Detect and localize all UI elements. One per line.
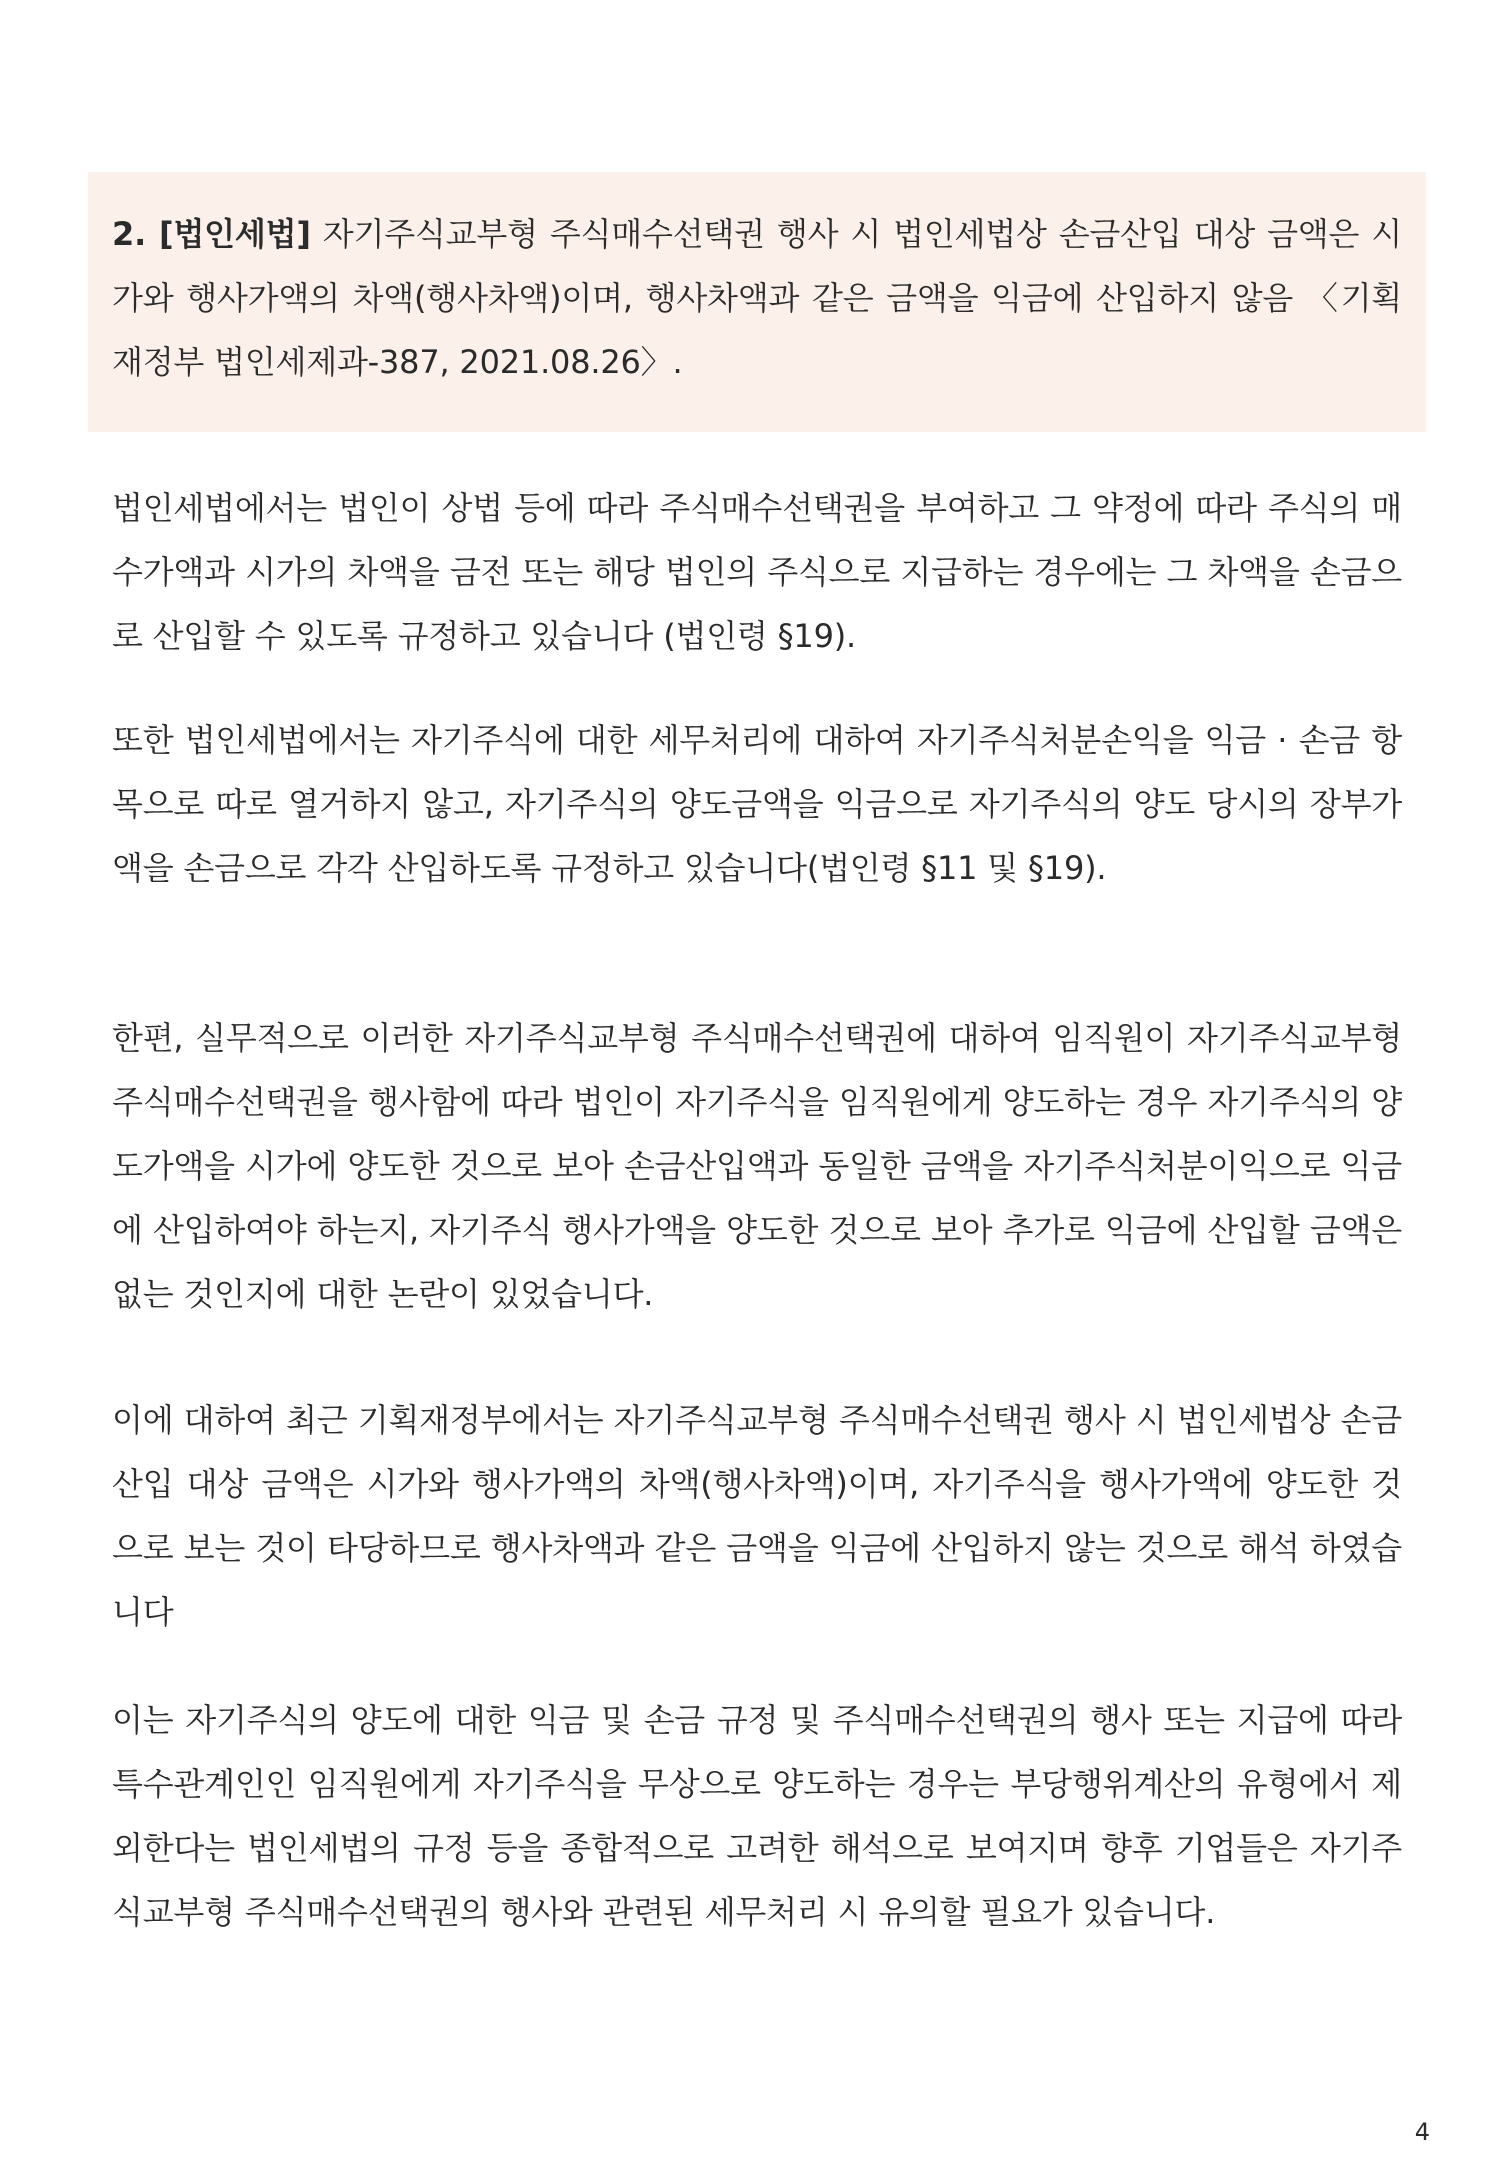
paragraph-2: 또한 법인세법에서는 자기주식에 대한 세무처리에 대하여 자기주식처분손익을 익금 · 손금 항목으로 따로 열거하지 않고, 자기주식의 양도금액을 익금으로 자기주식의 양도 당시의 장부가액을 손금으로 각각 산입하도록 규정하고 있습니다(법인령 §11 및 §19).	[112, 721, 1402, 887]
paragraph-4: 이에 대하여 최근 기획재정부에서는 자기주식교부형 주식매수선택권 행사 시 법인세법상 손금산입 대상 금액은 시가와 행사가액의 차액(행사차액)이며, 자기주식을 행사가액에 양도한 것으로 보는 것이 타당하므로 행사차액과 같은 금액을 익금에 산입하지 않는 것으로 해석 하였습니다	[112, 1401, 1402, 1631]
summary-body: 자기주식교부형 주식매수선택권 행사 시 법인세법상 손금산입 대상 금액은 시가와 행사가액의 차액(행사차액)이며, 행사차액과 같은 금액을 익금에 산입하지 않음 〈기획재정부 법인세제과-387, 2021.08.26〉.	[112, 215, 1402, 381]
summary-highlight-box	[88, 172, 1426, 432]
summary-label: 2. [법인세법]	[112, 215, 311, 253]
page-number: 4	[1414, 2118, 1430, 2146]
summary-text	[112, 202, 1402, 394]
paragraph-3: 한편, 실무적으로 이러한 자기주식교부형 주식매수선택권에 대하여 임직원이 자기주식교부형 주식매수선택권을 행사함에 따라 법인이 자기주식을 임직원에게 양도하는 경우 자기주식의 양도가액을 시가에 양도한 것으로 보아 손금산입액과 동일한 금액을 자기주식처분이익으로 익금에 산입하여야 하는지, 자기주식 행사가액을 양도한 것으로 보아 추가로 익금에 산입할 금액은 없는 것인지에 대한 논란이 있었습니다.	[112, 1019, 1402, 1313]
paragraph-1: 법인세법에서는 법인이 상법 등에 따라 주식매수선택권을 부여하고 그 약정에 따라 주식의 매수가액과 시가의 차액을 금전 또는 해당 법인의 주식으로 지급하는 경우에는 그 차액을 손금으로 산입할 수 있도록 규정하고 있습니다 (법인령 §19).	[112, 489, 1402, 655]
paragraph-5: 이는 자기주식의 양도에 대한 익금 및 손금 규정 및 주식매수선택권의 행사 또는 지급에 따라 특수관계인인 임직원에게 자기주식을 무상으로 양도하는 경우는 부당행위계산의 유형에서 제외한다는 법인세법의 규정 등을 종합적으로 고려한 해석으로 보여지며 향후 기업들은 자기주식교부형 주식매수선택권의 행사와 관련된 세무처리 시 유의할 필요가 있습니다.	[112, 1701, 1402, 1931]
